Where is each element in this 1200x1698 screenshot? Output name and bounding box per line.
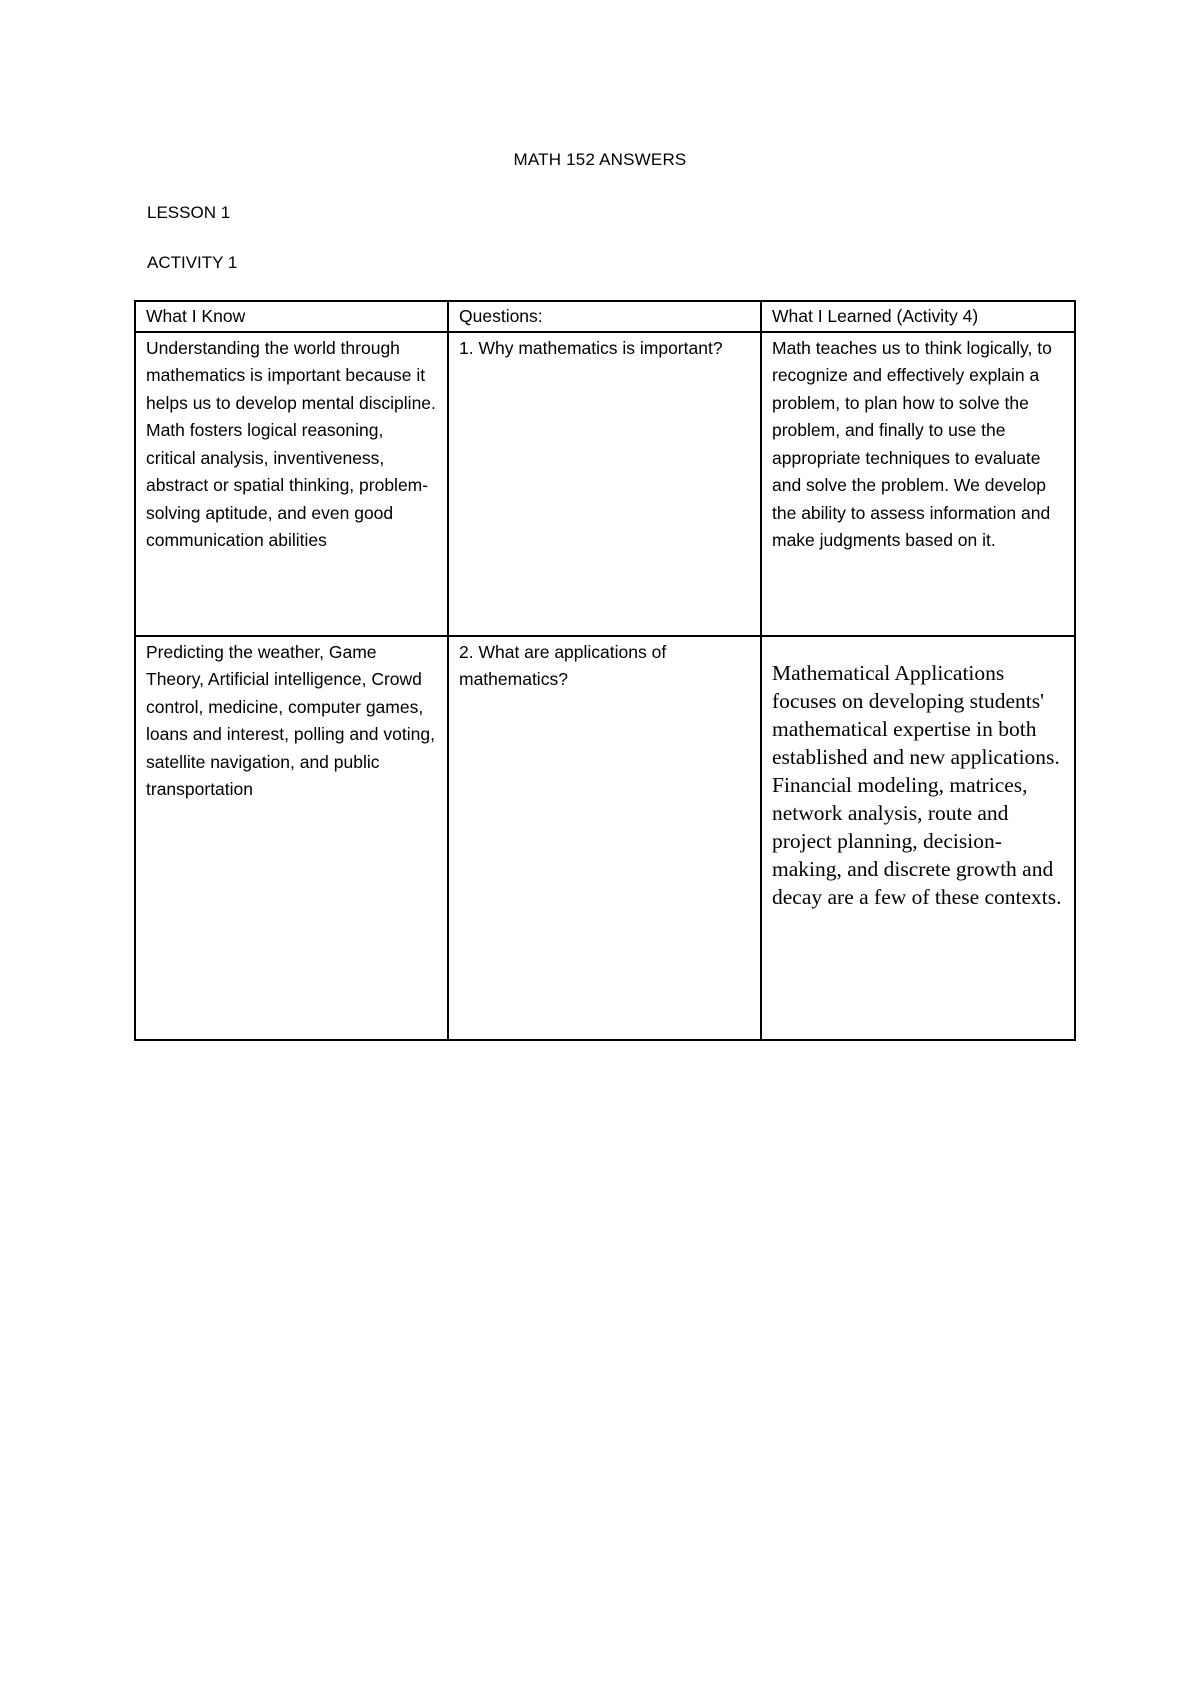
cell-question: 1. Why mathematics is important? [448, 332, 761, 636]
cell-what-i-know: Understanding the world through mathematics is important because it helps us to develop mental discipline. Math fosters logical reasoning, critical analysis, inventiveness, abstract or spatial thinking, problem-solving aptitude, and even good communication abilities [135, 332, 448, 636]
table-row [135, 332, 1075, 636]
cell-what-i-know: Predicting the weather, Game Theory, Artificial intelligence, Crowd control, medicine, computer games, loans and interest, polling and voting, satellite navigation, and public transportation [135, 636, 448, 1040]
table-row [135, 636, 1075, 1040]
table-header-row [135, 301, 1075, 332]
document-title: MATH 152 ANSWERS [513, 150, 687, 169]
header-what-i-learned: What I Learned (Activity 4) [761, 301, 1075, 332]
cell-what-i-learned [761, 636, 1075, 1040]
cell-what-i-learned: Math teaches us to think logically, to recognize and effectively explain a problem, to plan how to solve the problem, and finally to use the appropriate techniques to evaluate and solve the problem. We develop the ability to assess information and make judgments based on it. [761, 332, 1075, 636]
activity-heading: ACTIVITY 1 [147, 253, 238, 272]
header-what-i-know: What I Know [135, 301, 448, 332]
header-questions: Questions: [448, 301, 761, 332]
kwl-table [134, 300, 1076, 1041]
serif-answer-text: Mathematical Applications focuses on developing students' mathematical expertise in both established and new applications. Financial modeling, matrices, network analysis, route and project planning, decision-making, and discrete growth and decay are a few of these contexts. [772, 660, 1062, 909]
lesson-heading: LESSON 1 [147, 203, 231, 222]
cell-question: 2. What are applications of mathematics? [448, 636, 761, 1040]
